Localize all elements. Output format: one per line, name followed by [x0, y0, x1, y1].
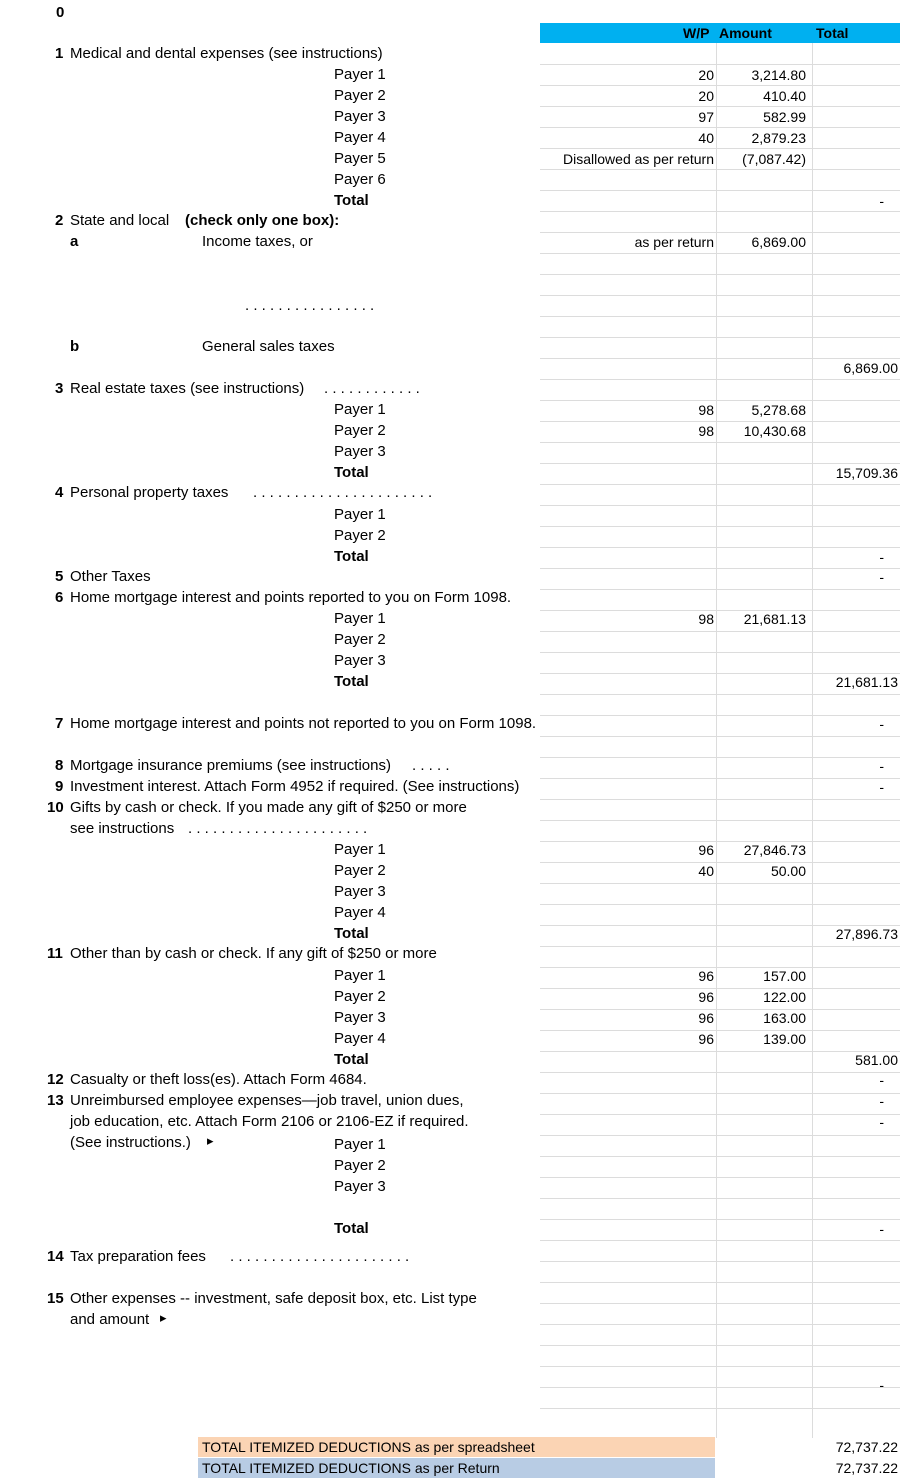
- col-header-wp: W/P: [683, 25, 710, 41]
- payer-amount: 582.99: [763, 109, 806, 125]
- grid-row-line: [540, 799, 900, 800]
- grid-row-line: [540, 1408, 900, 1409]
- grid-row-line: [540, 1345, 900, 1346]
- dotted-leader: . . . . . . . . . . . . . . . . . . . . . .: [253, 484, 433, 501]
- col-header-amount: Amount: [719, 25, 772, 41]
- grid-row-line: [540, 316, 900, 317]
- line-number-13: 13: [47, 1092, 64, 1109]
- payer-wp-ref: 98: [698, 402, 714, 418]
- grid-row-line: [540, 652, 900, 653]
- line-number-3: 3: [55, 380, 64, 397]
- grid-row-line: [540, 1177, 900, 1178]
- payer-label: Payer 4: [334, 129, 386, 146]
- payer-label: Payer 1: [334, 841, 386, 858]
- total-row-label: Total: [334, 673, 369, 690]
- grid-row-line: [540, 1240, 900, 1241]
- grid-row-line: [540, 1198, 900, 1199]
- payer-label: Payer 2: [334, 87, 386, 104]
- summary-label-return: TOTAL ITEMIZED DEDUCTIONS as per Return: [202, 1460, 500, 1476]
- line-label-1: Medical and dental expenses (see instructions): [70, 45, 383, 62]
- payer-amount: 157.00: [763, 968, 806, 984]
- line-2-total: 6,869.00: [843, 360, 898, 376]
- payer-label: Payer 3: [334, 1009, 386, 1026]
- grid-row-line: [540, 694, 900, 695]
- payer-label: Payer 3: [334, 443, 386, 460]
- payer-label: Payer 6: [334, 171, 386, 188]
- payer-label: Payer 1: [334, 610, 386, 627]
- line-label-6: Home mortgage interest and points reported to you on Form 1098.: [70, 589, 512, 606]
- line-5-total: -: [879, 569, 884, 585]
- line-label-2a: Income taxes, or: [202, 233, 313, 250]
- line-number-14: 14: [47, 1248, 64, 1265]
- grid-row-line: [540, 1261, 900, 1262]
- payer-amount: 10,430.68: [743, 423, 806, 439]
- payer-wp-ref: 40: [698, 863, 714, 879]
- line-label-2b: General sales taxes: [202, 338, 335, 355]
- arrow-right-icon: ▸: [160, 1310, 167, 1325]
- grid-row-line: [540, 442, 900, 443]
- total-row-label: Total: [334, 925, 369, 942]
- grid-row-line: [540, 883, 900, 884]
- line-2a-wp: as per return: [634, 234, 714, 250]
- summary-value-spreadsheet: 72,737.22: [835, 1439, 898, 1455]
- payer-label: Payer 4: [334, 1030, 386, 1047]
- payer-wp-ref: 96: [698, 842, 714, 858]
- payer-wp-ref: 96: [698, 968, 714, 984]
- payer-wp-ref: 96: [698, 1031, 714, 1047]
- payer-amount: 139.00: [763, 1031, 806, 1047]
- line-number-5: 5: [55, 568, 64, 585]
- payer-amount: 2,879.23: [751, 130, 806, 146]
- row-total: 21,681.13: [835, 674, 898, 690]
- dotted-leader: . . . . . . . . . . . . . . . . . . . . . .: [230, 1248, 410, 1265]
- grid-row-line: [540, 295, 900, 296]
- line-number-4: 4: [55, 484, 64, 501]
- payer-wp-ref: Disallowed as per return: [563, 151, 714, 167]
- payer-wp-ref: 97: [698, 109, 714, 125]
- payer-amount: 410.40: [763, 88, 806, 104]
- line-label-5: Other Taxes: [70, 568, 151, 585]
- line-label-8: Mortgage insurance premiums (see instructions): [70, 757, 391, 774]
- total-row-label: Total: [334, 1051, 369, 1068]
- payer-label: Payer 3: [334, 108, 386, 125]
- line-number-2: 2: [55, 212, 64, 229]
- dotted-leader: . . . . .: [412, 757, 450, 774]
- grid-row-line: [540, 1282, 900, 1283]
- grid-row-line: [540, 631, 900, 632]
- row-total: 15,709.36: [835, 465, 898, 481]
- line-label-10: Gifts by cash or check. If you made any gift of $250 or more: [70, 799, 467, 816]
- grid-row-line: [540, 736, 900, 737]
- dotted-leader: . . . . . . . . . . . . . . . . . . . . . .: [188, 820, 368, 837]
- line-label-9: Investment interest. Attach Form 4952 if required. (See instructions): [70, 778, 520, 795]
- payer-label: Payer 2: [334, 631, 386, 648]
- grid-row-line: [540, 1324, 900, 1325]
- payer-label: Payer 2: [334, 1157, 386, 1174]
- line-label-10-cont: see instructions: [70, 820, 175, 837]
- dotted-leader: . . . . . . . . . . . . . . . .: [245, 297, 375, 314]
- line-label-2-bold: (check only one box):: [185, 212, 340, 229]
- grid-row-line: [540, 253, 900, 254]
- line-label-11: Other than by cash or check. If any gift of $250 or more: [70, 945, 437, 962]
- line-label-3: Real estate taxes (see instructions): [70, 380, 305, 397]
- line-8-total: -: [879, 758, 884, 774]
- payer-amount: (7,087.42): [742, 151, 806, 167]
- line-13-total-1: -: [879, 1093, 884, 1109]
- grid-row-line: [540, 904, 900, 905]
- line-15-total: -: [879, 1377, 884, 1393]
- line-label-12: Casualty or theft loss(es). Attach Form 4684.: [70, 1071, 367, 1088]
- grid-row-line: [540, 274, 900, 275]
- grid-row-line: [540, 946, 900, 947]
- grid-row-line: [540, 526, 900, 527]
- row-total: 27,896.73: [835, 926, 898, 942]
- line-letter-2a: a: [70, 233, 79, 250]
- payer-amount: 3,214.80: [751, 67, 806, 83]
- grid-row-line: [540, 1135, 900, 1136]
- total-row-label: Total: [334, 1220, 369, 1237]
- dotted-leader: . . . . . . . . . . . .: [324, 380, 420, 397]
- line-7-total: -: [879, 716, 884, 732]
- payer-wp-ref: 96: [698, 1010, 714, 1026]
- line-13-total-2: -: [879, 1114, 884, 1130]
- total-row-label: Total: [334, 464, 369, 481]
- grid-row-line: [540, 505, 900, 506]
- line-number-7: 7: [55, 715, 64, 732]
- line-9-total: -: [879, 779, 884, 795]
- line-number-15: 15: [47, 1290, 64, 1307]
- line-number-8: 8: [55, 757, 64, 774]
- payer-amount: 21,681.13: [743, 611, 806, 627]
- row-total: -: [879, 193, 884, 209]
- payer-wp-ref: 40: [698, 130, 714, 146]
- sheet-label: 0: [56, 4, 65, 21]
- payer-label: Payer 3: [334, 652, 386, 669]
- line-label-4: Personal property taxes: [70, 484, 229, 501]
- summary-value-return: 72,737.22: [835, 1460, 898, 1476]
- grid-row-line: [540, 820, 900, 821]
- summary-label-spreadsheet: TOTAL ITEMIZED DEDUCTIONS as per spreadsheet: [202, 1439, 535, 1455]
- line-label-13-cont: job education, etc. Attach Form 2106 or 2106-EZ if required.: [70, 1113, 469, 1130]
- payer-amount: 50.00: [770, 863, 806, 879]
- payer-label: Payer 1: [334, 1136, 386, 1153]
- grid-row-line: [540, 169, 900, 170]
- grid-row-line: [540, 211, 900, 212]
- payer-amount: 163.00: [763, 1010, 806, 1026]
- line-number-12: 12: [47, 1071, 64, 1088]
- line-number-9: 9: [55, 778, 64, 795]
- line-label-2: State and local: [70, 212, 170, 229]
- payer-label: Payer 3: [334, 883, 386, 900]
- payer-wp-ref: 20: [698, 88, 714, 104]
- line-number-1: 1: [55, 45, 64, 62]
- payer-wp-ref: 98: [698, 611, 714, 627]
- line-label-7: Home mortgage interest and points not reported to you on Form 1098.: [70, 715, 537, 732]
- line-label-15-cont: and amount: [70, 1311, 150, 1328]
- line-label-13-see: (See instructions.): [70, 1134, 191, 1151]
- line-label-15: Other expenses -- investment, safe deposit box, etc. List type: [70, 1290, 477, 1307]
- grid-row-line: [540, 484, 900, 485]
- grid-row-line: [540, 1366, 900, 1367]
- payer-label: Payer 5: [334, 150, 386, 167]
- line-number-10: 10: [47, 799, 64, 816]
- row-total: 581.00: [855, 1052, 898, 1068]
- payer-amount: 5,278.68: [751, 402, 806, 418]
- grid-row-line: [540, 337, 900, 338]
- line-2a-amount: 6,869.00: [751, 234, 806, 250]
- payer-wp-ref: 96: [698, 989, 714, 1005]
- payer-label: Payer 2: [334, 527, 386, 544]
- payer-label: Payer 3: [334, 1178, 386, 1195]
- payer-label: Payer 1: [334, 401, 386, 418]
- col-header-total: Total: [816, 25, 849, 41]
- arrow-right-icon: ▸: [207, 1133, 214, 1148]
- payer-wp-ref: 98: [698, 423, 714, 439]
- total-row-label: Total: [334, 192, 369, 209]
- line-label-13: Unreimbursed employee expenses—job travel, union dues,: [70, 1092, 464, 1109]
- payer-label: Payer 1: [334, 967, 386, 984]
- payer-wp-ref: 20: [698, 67, 714, 83]
- grid-row-line: [540, 1303, 900, 1304]
- payer-label: Payer 1: [334, 66, 386, 83]
- payer-label: Payer 2: [334, 422, 386, 439]
- grid-row-line: [540, 589, 900, 590]
- payer-amount: 122.00: [763, 989, 806, 1005]
- line-12-total: -: [879, 1072, 884, 1088]
- payer-label: Payer 2: [334, 988, 386, 1005]
- row-total: -: [879, 1221, 884, 1237]
- payer-label: Payer 1: [334, 506, 386, 523]
- total-row-label: Total: [334, 548, 369, 565]
- grid-row-line: [540, 379, 900, 380]
- row-total: -: [879, 549, 884, 565]
- grid-row-line: [540, 1156, 900, 1157]
- line-label-14: Tax preparation fees: [70, 1248, 206, 1265]
- line-letter-2b: b: [70, 338, 80, 355]
- line-number-11: 11: [47, 945, 63, 962]
- payer-label: Payer 4: [334, 904, 386, 921]
- payer-label: Payer 2: [334, 862, 386, 879]
- line-number-6: 6: [55, 589, 64, 606]
- payer-amount: 27,846.73: [743, 842, 806, 858]
